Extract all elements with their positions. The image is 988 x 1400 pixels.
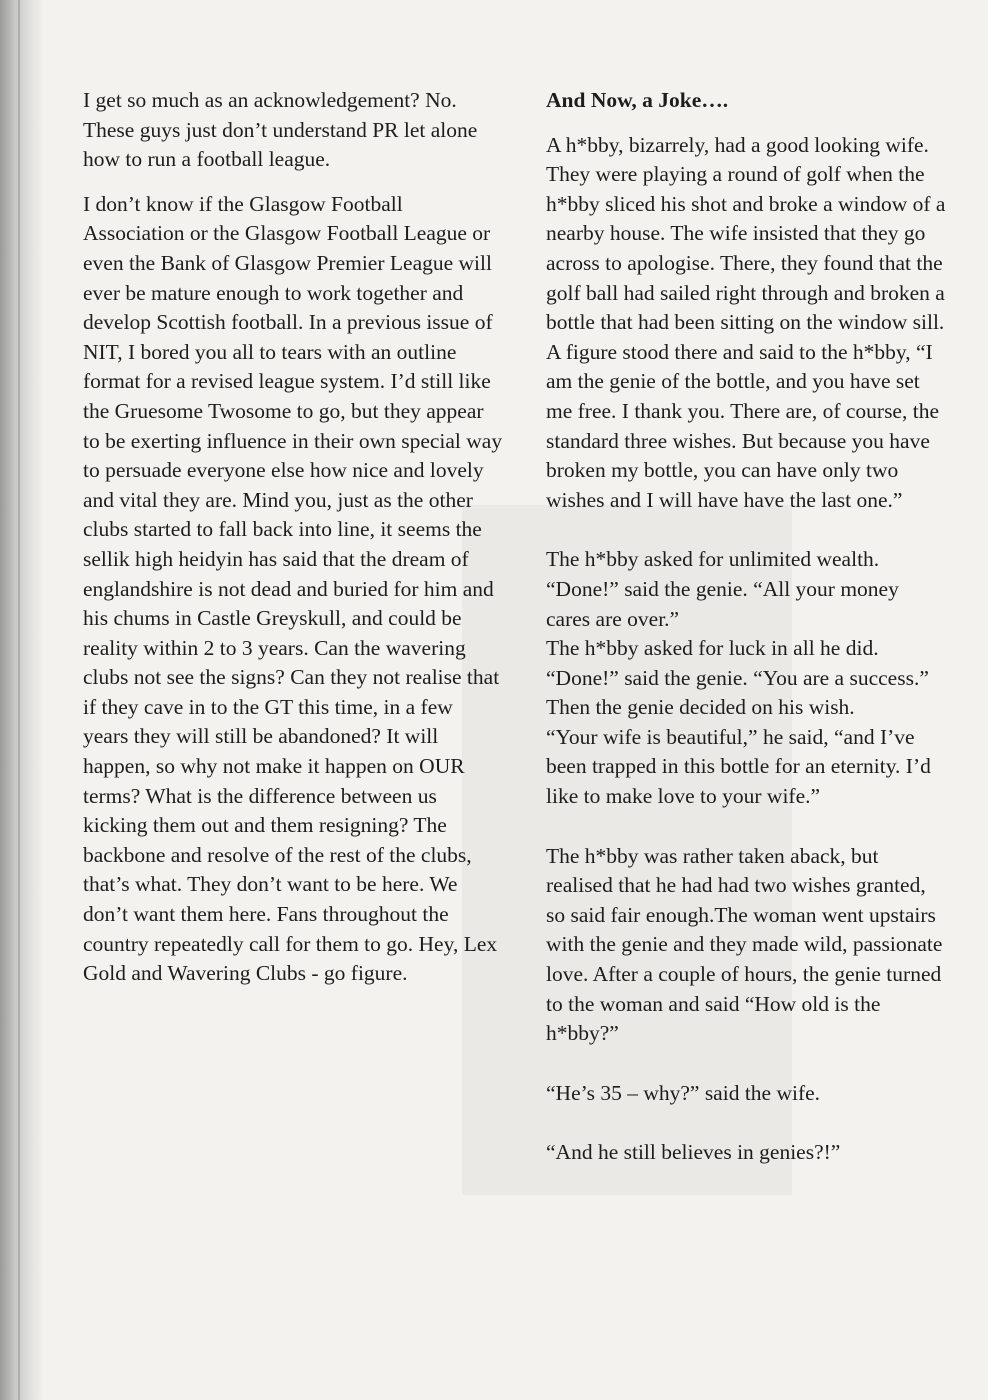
binding-gutter [0, 0, 44, 1400]
paragraph-line: “Done!” said the genie. “You are a success.” [546, 665, 929, 690]
paragraph: The h*bby was rather taken aback, but realised that he had had two wishes granted, so said fair enough.The woman went upstairs with the genie and they made wild, passionate love. After a couple of hours, the genie turned to the woman and said “How old is the h*bby?” [546, 843, 943, 1046]
paragraph: “And he still believes in genies?!” [546, 1140, 841, 1165]
paragraph: I get so much as an acknowledgement? No. These guys just don’t understand PR let alone how to run a football league. [83, 88, 478, 172]
binding-line [18, 0, 20, 1400]
right-column [546, 86, 946, 1168]
paragraph-line: Then the genie decided on his wish. [546, 695, 855, 720]
paragraph: I don’t know if the Glasgow Football Association or the Glasgow Football League or even the Bank of Glasgow Premier League will ever be mature enough to work together and develop Scottish football. In a previous issue of NIT, I bored you all to tears with an outline format for a revised league system. I’d still like the Gruesome Twosome to go, but they appear to be exerting influence in their own special way to persuade everyone else how nice and lovely and vital they are. Mind you, just as the other clubs started to fall back into line, it seems the sellik high heidyin has said that the dream of englandshire is not dead and buried for him and his chums in Castle Greyskull, and could be reality within 2 to 3 years. Can the wavering clubs not see the signs? Can they not realise that if they cave in to the GT this time, in a few years they will still be abandoned? It will happen, so why not make it happen on OUR terms? What is the difference between us kicking them out and them resigning? The backbone and resolve of the rest of the clubs, that’s what. They don’t want to be here. We don’t want them here. Fans throughout the country repeatedly call for them to go. Hey, Lex Gold and Wavering Clubs - go figure. [83, 191, 503, 986]
paragraph-line: The h*bby asked for luck in all he did. [546, 636, 879, 661]
paragraph: A h*bby, bizarrely, had a good looking wife. They were playing a round of golf when the h*bby sliced his shot and broke a window of a nearby house. The wife insisted that they go across to apologise. There, they found that the golf ball had sailed right through and broken a bottle that had been sitting on the window sill. A figure stood there and said to the h*bby, “I am the genie of the bottle, and you have set me free. I thank you. There are, of course, the standard three wishes. But because you have broken my bottle, you can have only two wishes and I will have have the last one.” [546, 132, 946, 512]
paragraph-line: The h*bby asked for unlimited wealth. [546, 547, 880, 572]
paragraph-line: “Done!” said the genie. “All your money cares are over.” [546, 576, 899, 631]
joke-heading: And Now, a Joke…. [546, 88, 729, 112]
paragraph-line: “Your wife is beautiful,” he said, “and I’ve been trapped in this bottle for an eternity. I’d like to make love to your wife.” [546, 724, 931, 809]
left-column [83, 86, 503, 989]
paragraph: “He’s 35 – why?” said the wife. [546, 1080, 821, 1105]
